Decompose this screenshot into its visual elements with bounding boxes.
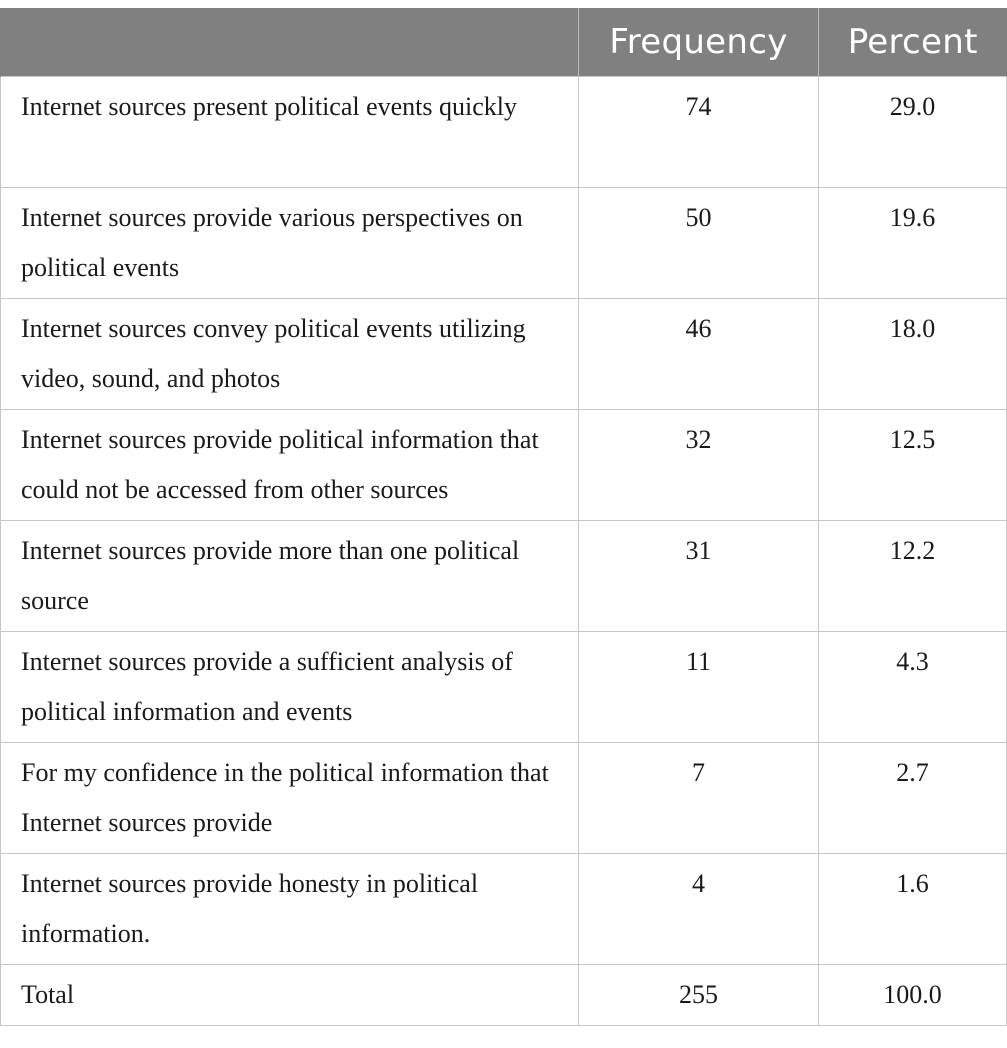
table-row: [1, 187, 1007, 298]
percent-value: 1.6: [896, 868, 929, 898]
frequency-value: 4: [692, 868, 705, 898]
percent-cell: [819, 76, 1007, 187]
percent-value: 29.0: [889, 91, 936, 121]
row-label-cell: [1, 742, 579, 853]
percent-cell: [819, 409, 1007, 520]
header-blank: [1, 8, 579, 76]
frequency-cell: [579, 298, 819, 409]
percent-value: 19.6: [889, 202, 936, 232]
row-label-cell: [1, 76, 579, 187]
table-row: [1, 409, 1007, 520]
percent-cell: [819, 298, 1007, 409]
row-label-cell: [1, 298, 579, 409]
frequency-cell: [579, 853, 819, 964]
row-label: Internet sources provide a sufficient analysis of political information and events: [21, 646, 513, 726]
percent-value: 18.0: [889, 313, 936, 343]
percent-cell: [819, 520, 1007, 631]
percent-cell: [819, 742, 1007, 853]
frequency-value: 50: [685, 202, 712, 232]
frequency-cell: [579, 187, 819, 298]
percent-value: 2.7: [896, 757, 929, 787]
header-percent: Percent: [819, 8, 1007, 76]
table-row: [1, 520, 1007, 631]
frequency-table: [0, 8, 1007, 1026]
table-row: [1, 631, 1007, 742]
frequency-cell: [579, 742, 819, 853]
row-label: Internet sources present political events quickly: [21, 91, 518, 121]
row-label: Internet sources convey political events utilizing video, sound, and photos: [21, 313, 526, 393]
table-row: [1, 742, 1007, 853]
row-label: Internet sources provide various perspectives on political events: [21, 202, 523, 282]
total-label-cell: [1, 964, 579, 1025]
percent-cell: [819, 631, 1007, 742]
percent-value: 12.5: [889, 424, 936, 454]
total-row: [1, 964, 1007, 1025]
row-label-cell: [1, 853, 579, 964]
total-frequency: 255: [679, 979, 718, 1009]
table-row: [1, 76, 1007, 187]
frequency-cell: [579, 520, 819, 631]
frequency-value: 31: [685, 535, 712, 565]
row-label-cell: [1, 520, 579, 631]
row-label: Internet sources provide honesty in political information.: [21, 868, 479, 948]
percent-value: 4.3: [896, 646, 929, 676]
table-row: [1, 298, 1007, 409]
frequency-value: 74: [685, 91, 712, 121]
frequency-value: 7: [692, 757, 705, 787]
header-frequency: Frequency: [579, 8, 819, 76]
frequency-cell: [579, 76, 819, 187]
total-percent: 100.0: [883, 979, 942, 1009]
percent-cell: [819, 187, 1007, 298]
total-label: Total: [21, 979, 75, 1009]
frequency-value: 32: [685, 424, 712, 454]
row-label: For my confidence in the political information that Internet sources provide: [21, 757, 549, 837]
percent-cell: [819, 853, 1007, 964]
row-label-cell: [1, 631, 579, 742]
total-percent-cell: [819, 964, 1007, 1025]
frequency-cell: [579, 631, 819, 742]
row-label-cell: [1, 409, 579, 520]
frequency-value: 11: [685, 646, 712, 676]
table-row: [1, 853, 1007, 964]
row-label: Internet sources provide more than one political source: [21, 535, 520, 615]
table-header-row: [1, 8, 1007, 76]
total-frequency-cell: [579, 964, 819, 1025]
percent-value: 12.2: [889, 535, 936, 565]
row-label: Internet sources provide political information that could not be accessed from other sources: [21, 424, 539, 504]
row-label-cell: [1, 187, 579, 298]
frequency-cell: [579, 409, 819, 520]
frequency-value: 46: [685, 313, 712, 343]
